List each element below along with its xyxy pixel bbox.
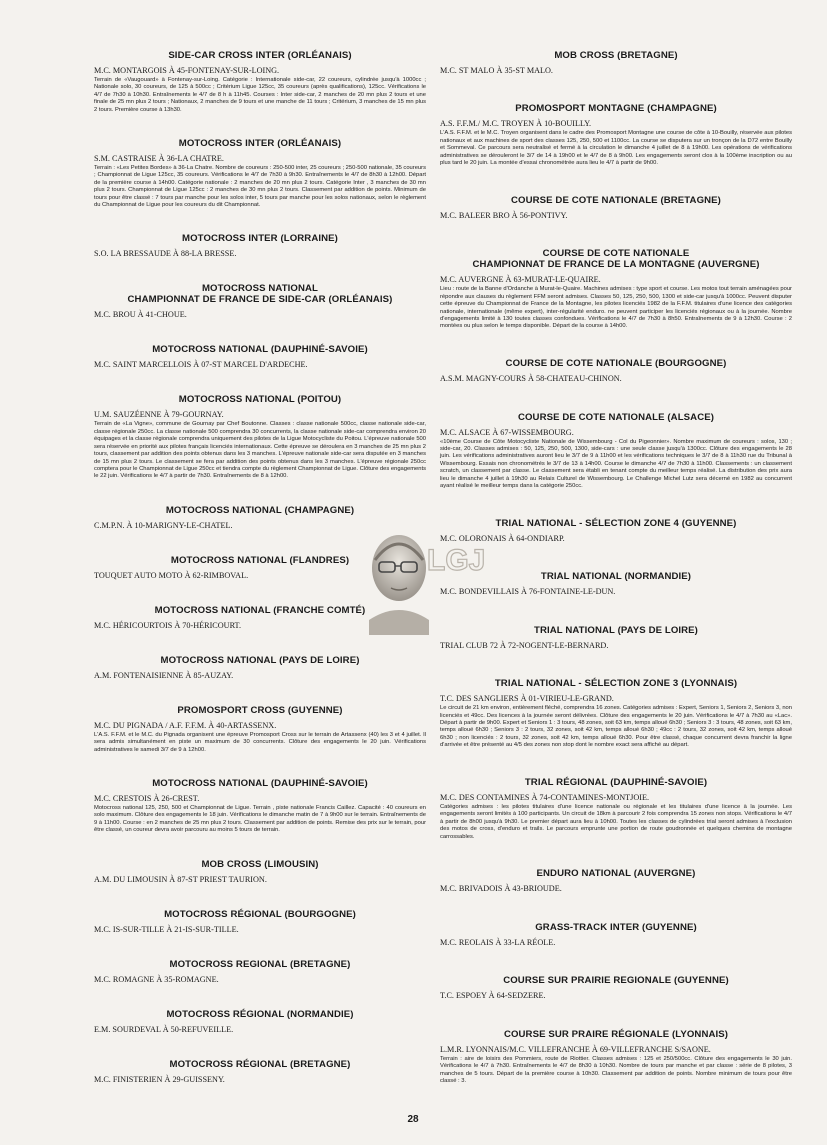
event-listing (94, 138, 426, 209)
organizing-club: TOUQUET AUTO MOTO À 62-RIMBOVAL. (94, 570, 249, 580)
event-description: Motocross national 125, 250, 500 et Championnat de Ligue. Terrain , piste nationale Francis Caillez. Capacité : 40 coureurs en solo maximum. Clôture des engagements le 18 juin. Vérifications le dimanche matin de 7 à 9h00 sur le terrain. Entraînements de 9 à 11h00. Course : en 2 manches de 25 mn plus 2 tours. Classement par addition de points. Remise des prix sur le terrain, pour être classé, un coureur devra avoir parcouru au moins 5 tours de terrain. (94, 804, 426, 834)
event-title: MOTOCROSS NATIONAL CHAMPIONNAT DE FRANCE DE SIDE-CAR (ORLÉANAIS) (127, 283, 393, 306)
event-listing (440, 195, 792, 221)
event-listing (94, 50, 426, 114)
organizing-club: M.C. MONTARGOIS À 45-FONTENAY-SUR-LOING. (94, 66, 280, 75)
event-listing (94, 959, 426, 985)
event-listing (94, 1059, 426, 1085)
organizing-club: U.M. SAUZÉENNE À 79-GOURNAY. (94, 410, 224, 420)
organizing-club: M.C. IS-SUR-TILLE À 21-IS-SUR-TILLE. (94, 924, 239, 934)
event-description: «10ème Course de Côte Motocycliste Nationale de Wissembourg - Col du Pigeonnier». Nombre maximum de coureurs : solos, 130 ; side-car, 20. Classes admises : 50, 125, 250, 500, 1300, side-cars : une seule classe jusqu'à 1300cc. Clôture des engagements le 28 juin. Les vérifications administratives auront lieu le 3/7 de 9 à 11h00 et les vérifications techniques le 3/7 de 8 à 11h30 rue du Tribunal à Wissembourg. Essais non chronométrés le 3/7 de 13 à 14h00. Course le dimanche 4/7 de 7h30 à 11h00. Classements : un classement scratch, un classement par classe. Le classement sera établi en tenant compte du meilleur temps réalisé. La distribution des prix aura lieu le dimanche 4 juillet à 19h30 au Relais Culturel de Wissembourg. Le Challenge Michel Lutz sera décerné en 1982 au concurrent ayant réalisé le meilleur temps dans la catégorie 250cc. (440, 438, 792, 490)
event-description: Catégories admises : les pilotes titulaires d'une licence nationale ou régionale et les titulaires d'une licence à la journée. Les engagements seront limités à 100 participants. Un circuit de 18km à parcourir 2 fois comprendra 15 zones non stops. Vérifications le 4/7 à partir de 8h00 jusqu'à 9h30. Le premier départ aura lieu à 10h00. Toutes les classes de cylindrées trial seront admises à l'exclusion des motos de cross, d'enduro et trails. Le parcours emprunte une portion de route goudronnée et quelques chemins de montagne carrossables. (440, 803, 792, 840)
event-listing (94, 283, 426, 320)
event-listing (94, 655, 426, 681)
event-title: MOTOCROSS NATIONAL (PAYS DE LOIRE) (160, 654, 360, 666)
organizing-club: T.C. DES SANGLIERS À 01-VIRIEU-LE-GRAND. (440, 694, 614, 704)
event-description: L'A.S. F.F.M. et le M.C. du Pignada organisent une épreuve Promosport Cross sur le terrain de Artassenx (40) les 3 et 4 juillet. Il sera admis simultanément en piste un maximum de 30 concurrents. Clôture des engagements le 20 juin. Vérifications administratives le samedi 3/7 de 9 à 12h00. (94, 731, 426, 753)
event-title: COURSE DE COTE NATIONALE (BRETAGNE) (511, 194, 721, 206)
organizing-club: TRIAL CLUB 72 À 72-NOGENT-LE-BERNARD. (440, 640, 609, 650)
event-listing (94, 909, 426, 935)
event-title: COURSE SUR PRAIRIE REGIONALE (GUYENNE) (503, 975, 729, 987)
organizing-club: L.M.R. LYONNAIS/M.C. VILLEFRANCHE À 69-VILLEFRANCHE S/SAONE. (440, 1044, 711, 1054)
organizing-club: M.C. ALSACE À 67-WISSEMBOURG. (440, 427, 574, 437)
organizing-club: T.C. ESPOEY À 64-SEDZERE. (440, 991, 546, 1001)
organizing-club: A.M. DU LIMOUSIN À 87-ST PRIEST TAURION. (94, 874, 267, 884)
organizing-club: A.S. F.F.M./ M.C. TROYEN À 10-BOUILLY. (440, 119, 592, 129)
event-title: TRIAL NATIONAL - SÉLECTION ZONE 3 (LYONNAIS) (494, 678, 738, 690)
event-listing (94, 705, 426, 754)
event-title: PROMOSPORT CROSS (GUYENNE) (177, 704, 343, 716)
organizing-club: A.M. FONTENAISIENNE À 85-AUZAY. (94, 670, 234, 680)
organizing-club: M.C. BALEER BRO À 56-PONTIVY. (440, 210, 568, 220)
event-title: MOTOCROSS RÉGIONAL (NORMANDIE) (166, 1008, 354, 1020)
event-title: MOTOCROSS NATIONAL (POITOU) (178, 394, 342, 406)
event-description: Terrain de «La Vigne», commune de Gournay par Chef Boutonne. Classes : classe nationale 500cc, classe nationale side-car, classe régionale 250cc. La classe nationale 500 comprendra 30 concurrents, la classe nationale side-car comprendra environ 20 équipages et la classe régionale comprendra uniquement des pilotes de la Ligue Motocycliste du Poitou. L'épreuve nationale 500 sera réservée en priorité aux pilotes français licenciés internationaux. Cette épreuve se déroulera en 3 manches de 25 mn plus 2 tours, classement par addition des points obtenus dans les 3 manches. L'épreuve nationale side-car sera disputée en 3 manches de 15 mn plus 2 tours. Le classement se fera par addition des points obtenus dans les 3 manches. L'épreuve régionale 250cc comptera pour le Championnat de Ligue 250cc et tiendra compte du règlement Championnat de Ligue. Clôture des engagements le 22 juin. Vérifications le 4/7 à partir de 7h30. Entraînements de 8 à 12h00. (94, 421, 426, 480)
organizing-club: S.M. CASTRAISE À 36-LA CHATRE. (94, 154, 224, 164)
event-title: MOTOCROSS RÉGIONAL (BOURGOGNE) (164, 908, 356, 920)
event-title: TRIAL NATIONAL - SÉLECTION ZONE 4 (GUYENNE) (495, 517, 737, 529)
event-listing (94, 778, 426, 835)
event-title: MOTOCROSS INTER (LORRAINE) (182, 233, 338, 245)
event-listing (440, 678, 792, 749)
event-listing (440, 103, 792, 167)
organizing-club: A.S.M. MAGNY-COURS À 58-CHATEAU-CHINON. (440, 374, 622, 384)
organizing-club: M.C. DES CONTAMINES À 74-CONTAMINES-MONTJOIE. (440, 792, 650, 802)
event-title: PROMOSPORT MONTAGNE (CHAMPAGNE) (515, 103, 717, 115)
right-column (440, 50, 792, 1090)
event-listing (440, 777, 792, 841)
organizing-club: M.C. REOLAIS À 33-LA RÉOLE. (440, 937, 556, 947)
portrait-photo (355, 520, 486, 635)
event-description: Terrain : aire de loisirs des Pommiers, route de Riottier. Classes admises : 125 et 250/500cc. Clôture des engagements le 30 juin. Vérifications le 4/7 à 7h30. Entraînements le 4/7 de 8h30 à 10h30. Nombre de tours par manche et par classe : série de 8 pilotes, 3 manches de 5 tours. Départ de la première course à 10h30. Classement par addition de points. Nombre minimum de tours pour être classé : 3. (440, 1055, 792, 1084)
event-listing (440, 412, 792, 491)
event-listing (94, 233, 426, 259)
organizing-club: C.M.P.N. À 10-MARIGNY-LE-CHATEL. (94, 520, 233, 530)
organizing-club: S.O. LA BRESSAUDE À 88-LA BRESSE. (94, 249, 237, 259)
event-title: MOB CROSS (BRETAGNE) (554, 50, 678, 61)
event-listing (94, 859, 426, 885)
event-title: SIDE-CAR CROSS INTER (ORLÉANAIS) (168, 50, 352, 61)
organizing-club: M.C. OLORONAIS À 64-ONDIARP. (440, 533, 565, 543)
event-listing (440, 1029, 792, 1086)
organizing-club: M.C. CRESTOIS À 26-CREST. (94, 793, 200, 803)
event-title: GRASS-TRACK INTER (GUYENNE) (535, 921, 697, 933)
event-listing (440, 358, 792, 384)
organizing-club: E.M. SOURDEVAL À 50-REFUVEILLE. (94, 1024, 234, 1034)
organizing-club: M.C. SAINT MARCELLOIS À 07-ST MARCEL D'ARDECHE. (94, 360, 308, 370)
event-title: MOTOCROSS NATIONAL (DAUPHINÉ-SAVOIE) (152, 344, 368, 356)
event-description: L'A.S. F.F.M. et le M.C. Troyen organisent dans le cadre des Promosport Montagne une course de côte à 10-Bouilly, réservée aux pilotes nationaux et aux machines de sport des classes 125, 250, 500 et 1100cc. La course se disputera sur un tronçon de la D72 entre Bouilly et Sommeval. Ce parcours sera neutralisé et fermé à la circulation le dimanche 4 juillet de 8 à 19h00. Les opérations de vérifications administratives se dérouleront le 3/7 de 14 à 19h00 et le 4/7 de 8 à 9h00. Les engagements seront clos à la 100ème inscription ou au plus tard le 20 juin. La montée d'essai chronométrée aura lieu le 4/7 à partir de 9h00. (440, 130, 792, 167)
event-listing (440, 248, 792, 330)
event-title: MOTOCROSS NATIONAL (CHAMPAGNE) (165, 504, 355, 516)
event-listing (440, 975, 792, 1001)
organizing-club: M.C. AUVERGNE À 63-MURAT-LE-QUAIRE. (440, 275, 601, 285)
event-description: Terrain : «Les Petites Bordes» à 36-La Chatre. Nombre de coureurs : 250-500 inter, 25 coureurs ; 250-500 nationale, 35 coureurs ; Championnat de Ligue 125cc, 35 coureurs. Vérifications le 4/7 de 7h30 à 9h30. Entraînements le 4/7 de 8h30 à 12h00. Départ de la première course à 14h00. Catégorie nationale : 2 manches de 20 mn plus 2 tours. Catégorie Inter , 3 manches de 30 mn plus 2 tours. Championnat de Ligue 125cc : 2 manches de 30 mn plus 2 tours. Classement par addition de points. Minimum de tours pour être classé : 7 tours par manche pour les solos inter, 5 tours par manche pour les solos nationaux, selon le règlement du Championnat de Ligue pour les coureurs du dit Championnat. (94, 165, 426, 209)
event-listing (94, 394, 426, 480)
organizing-club: M.C. DU PIGNADA / A.F. F.F.M. À 40-ARTASSENX. (94, 720, 277, 730)
event-title: COURSE SUR PRAIRE RÉGIONALE (LYONNAIS) (503, 1028, 729, 1040)
event-description: Le circuit de 21 km environ, entièrement fléché, comprendra 16 zones. Catégories admises : Expert, Seniors 1, Seniors 2, Seniors 3, non licenciés et 49cc. Des licences à la journée seront délivrées. Clôture des engagements le 20 juin. Vérifications le 4/7 à 7h30 au «Lac». Départ à partir de 9h00. Expert et Seniors 1 : 3 tours, 48 zones, soit 63 km, temps alloué 6h30 ; Seniors 3 : 3 tours, 48 zones, soit 63 km, temps alloué 6h30 ; Seniors 3 : 2 tours, 32 zones, soit 42 km, temps alloué 6h30 ; 49cc : 2 tours, 32 zones, soit 42 km, temps alloué 6h30 ; non licenciés : 2 tours, 32 zones, soit 42 km, temps alloué 6h30. Pour être classé, chaque concurrent devra franchir la ligne d'arrivée et être présenté au 4/5 des zones non stop dont le nombre exact sera affiché au départ. (440, 705, 792, 749)
event-listing (440, 625, 792, 651)
event-listing (94, 344, 426, 370)
event-title: MOB CROSS (LIMOUSIN) (201, 858, 319, 870)
organizing-club: M.C. BROU À 41-CHOUE. (94, 310, 187, 320)
event-title: TRIAL RÉGIONAL (DAUPHINÉ-SAVOIE) (524, 776, 708, 788)
event-listing (440, 518, 792, 544)
event-title: TRIAL NATIONAL (PAYS DE LOIRE) (534, 624, 698, 636)
event-title: COURSE DE COTE NATIONALE (BOURGOGNE) (505, 358, 727, 370)
event-title: MOTOCROSS NATIONAL (FLANDRES) (170, 554, 350, 566)
event-title: MOTOCROSS REGIONAL (BRETAGNE) (169, 958, 351, 970)
event-title: ENDURO NATIONAL (AUVERGNE) (536, 868, 696, 880)
organizing-club: M.C. BONDEVILLAIS À 76-FONTAINE-LE-DUN. (440, 587, 616, 597)
event-listing (440, 50, 792, 76)
event-listing (440, 922, 792, 948)
event-description: Lieu : route de la Banne d'Ordanche à Murat-le-Quaire. Machines admises : type sport et course. Les motos tout terrain aménagées pour répondre aux clauses du règlement FFM seront admises. Classes 50, 125, 250, 500, 1300 et side-car jusqu'à 1000cc. Peuvent disputer cette épreuve du Championnat de France de la Montagne, les pilotes licenciés 1982 de la F.F.M. titulaires d'une licence des catégories nationale, internationale (même expert), inter-régularité enduro. ne peuvent participer les licenciés régionaux ou à la journée. Nombre d'engagements limité à 130 toutes classes confondues. Vérifications le 4/7 de 7h30 à 8h50. Entraînements de 9 à 12h30. Course : 2 montées ou plus selon le temps disponible. Départ de la course à 14h00. (440, 286, 792, 330)
event-listing (440, 571, 792, 597)
organizing-club: M.C. HÉRICOURTOIS À 70-HÉRICOURT. (94, 620, 242, 630)
svg-text:LGJ: LGJ (427, 544, 486, 577)
event-title: MOTOCROSS RÉGIONAL (BRETAGNE) (169, 1058, 351, 1070)
organizing-club: M.C. FINISTERIEN À 29-GUISSENY. (94, 1074, 225, 1084)
event-title: MOTOCROSS NATIONAL (DAUPHINÉ-SAVOIE) (152, 777, 368, 789)
event-title: MOTOCROSS INTER (ORLÉANAIS) (178, 138, 342, 150)
event-title: MOTOCROSS NATIONAL (FRANCHE COMTÉ) (154, 604, 366, 616)
event-description: Terrain de «Vaugouard» à Fontenay-sur-Loing. Catégorie : Internationale side-car, 22 coureurs, cylindrée jusqu'à 1000cc ; Nationale solo, 30 coureurs, de 125 à 500cc ; Critérium Ligue 125cc, 35 coureurs (après qualifications), 125cc. Vérifications le 4/7 de 7h30 à 10h30. Entraînements le 4/7 de 8 h à 11h45. Courses : Inter side-car, 2 manches de 20 mn plus 2 tours et une finale de 25 mn plus 2 tours ; Nationaux, 2 manches de 9 tours et une manche de 11 tours ; Critérium, 3 manches de 15 mn plus 2 tours. Première course à 13h30. (94, 77, 426, 113)
organizing-club: M.C. ST MALO À 35-ST MALO. (440, 66, 553, 75)
organizing-club: M.C. BRIVADOIS À 43-BRIOUDE. (440, 884, 562, 894)
event-listing (440, 868, 792, 894)
event-title: TRIAL NATIONAL (NORMANDIE) (540, 571, 692, 583)
event-title: COURSE DE COTE NATIONALE (ALSACE) (517, 411, 715, 423)
event-listing (94, 1009, 426, 1035)
organizing-club: M.C. ROMAGNE À 35-ROMAGNE. (94, 974, 219, 984)
page-number: 28 (407, 1114, 419, 1125)
event-title: COURSE DE COTE NATIONALE CHAMPIONNAT DE FRANCE DE LA MONTAGNE (AUVERGNE) (472, 248, 760, 271)
